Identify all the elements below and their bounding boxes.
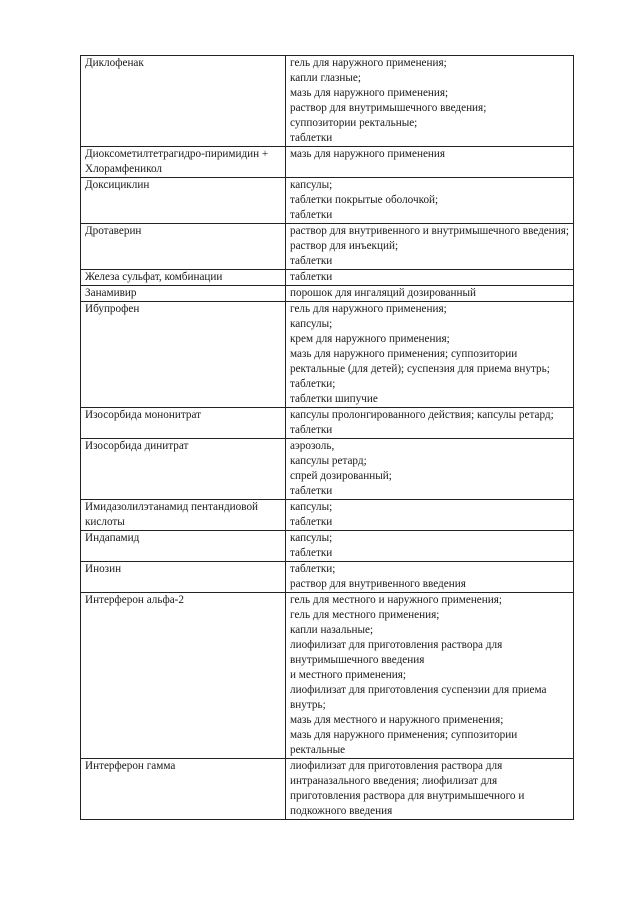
dosage-form: таблетки	[290, 516, 333, 528]
drug-name: Занамивир	[85, 287, 137, 299]
dosage-form: капли назальные;	[290, 624, 374, 636]
drug-name-cell	[81, 562, 286, 593]
dosage-form: капсулы ретард;	[290, 455, 367, 467]
table-row	[81, 562, 574, 593]
dosage-form: гель для местного и наружного применения;	[290, 594, 502, 606]
drug-name: Дротаверин	[85, 225, 142, 237]
dosage-form: таблетки	[290, 132, 333, 144]
drug-name: Имидазолилэтанамид пентандиовой кислоты	[85, 501, 259, 528]
drug-name-cell	[81, 593, 286, 759]
dosage-form: капсулы;	[290, 501, 333, 513]
dosage-form: крем для наружного применения;	[290, 333, 450, 345]
drug-name-cell	[81, 56, 286, 147]
drug-name: Диклофенак	[85, 57, 144, 69]
drug-name: Диоксометилтетрагидро-пиримидин + Хлорамфеникол	[85, 148, 269, 175]
table-row	[81, 302, 574, 408]
dosage-forms-cell	[286, 439, 574, 500]
dosage-form: таблетки	[290, 255, 333, 267]
table-row	[81, 593, 574, 759]
dosage-form: лиофилизат для приготовления раствора для внутримышечного введения	[290, 639, 503, 666]
dosage-form: капли глазные;	[290, 72, 362, 84]
table-row	[81, 224, 574, 270]
drug-name-cell	[81, 439, 286, 500]
dosage-form: раствор для внутривенного введения	[290, 578, 466, 590]
dosage-forms-cell	[286, 408, 574, 439]
dosage-form: мазь для наружного применения; суппозитории ректальные (для детей); суспензия для приема внутрь;	[290, 348, 550, 375]
dosage-form: таблетки	[290, 209, 333, 221]
dosage-form: капсулы пролонгированного действия; капсулы ретард;	[290, 409, 554, 421]
drug-name: Доксициклин	[85, 179, 150, 191]
table-row	[81, 270, 574, 286]
dosage-form: мазь для наружного применения;	[290, 87, 449, 99]
drug-name: Интерферон гамма	[85, 760, 176, 772]
table-body	[81, 56, 574, 820]
dosage-forms-cell	[286, 286, 574, 302]
drug-name-cell	[81, 531, 286, 562]
dosage-form: таблетки;	[290, 378, 336, 390]
dosage-form: гель для местного применения;	[290, 609, 440, 621]
dosage-forms-cell	[286, 270, 574, 286]
dosage-forms-cell	[286, 302, 574, 408]
drug-name: Изосорбида мононитрат	[85, 409, 202, 421]
drug-forms-table	[80, 55, 574, 820]
dosage-form: порошок для ингаляций дозированный	[290, 287, 476, 299]
dosage-forms-cell	[286, 178, 574, 224]
drug-name-cell	[81, 286, 286, 302]
dosage-form: мазь для наружного применения; суппозитории ректальные	[290, 729, 518, 756]
dosage-form: капсулы;	[290, 179, 333, 191]
dosage-form: лиофилизат для приготовления раствора для интраназального введения; лиофилизат для приготовления раствора для внутримышечного и подкожного введения	[290, 760, 525, 817]
dosage-form: раствор для внутривенного и внутримышечного введения;	[290, 225, 570, 237]
drug-name: Индапамид	[85, 532, 140, 544]
table-row	[81, 531, 574, 562]
dosage-form: таблетки	[290, 424, 333, 436]
dosage-form: аэрозоль,	[290, 440, 335, 452]
table-row	[81, 500, 574, 531]
table-row	[81, 56, 574, 147]
drug-name: Железа сульфат, комбинации	[85, 271, 223, 283]
table-row	[81, 178, 574, 224]
dosage-forms-cell	[286, 147, 574, 178]
dosage-form: таблетки;	[290, 563, 336, 575]
dosage-form: мазь для местного и наружного применения;	[290, 714, 504, 726]
dosage-forms-cell	[286, 531, 574, 562]
drug-name-cell	[81, 759, 286, 820]
dosage-form: таблетки	[290, 547, 333, 559]
dosage-form: гель для наружного применения;	[290, 57, 447, 69]
drug-name: Изосорбида динитрат	[85, 440, 189, 452]
dosage-forms-cell	[286, 562, 574, 593]
dosage-forms-cell	[286, 759, 574, 820]
drug-name: Интерферон альфа-2	[85, 594, 184, 606]
dosage-forms-cell	[286, 593, 574, 759]
drug-name-cell	[81, 147, 286, 178]
document-page	[80, 55, 573, 820]
table-row	[81, 408, 574, 439]
dosage-form: спрей дозированный;	[290, 470, 392, 482]
dosage-form: раствор для внутримышечного введения;	[290, 102, 487, 114]
dosage-form: лиофилизат для приготовления суспензии для приема внутрь;	[290, 684, 547, 711]
table-row	[81, 286, 574, 302]
table-row	[81, 439, 574, 500]
drug-name-cell	[81, 178, 286, 224]
drug-name: Ибупрофен	[85, 303, 140, 315]
drug-name-cell	[81, 270, 286, 286]
dosage-form: и местного применения;	[290, 669, 407, 681]
dosage-form: суппозитории ректальные;	[290, 117, 418, 129]
table-row	[81, 759, 574, 820]
dosage-form: таблетки	[290, 485, 333, 497]
dosage-form: капсулы;	[290, 532, 333, 544]
dosage-form: таблетки шипучие	[290, 393, 378, 405]
drug-name-cell	[81, 224, 286, 270]
dosage-form: мазь для наружного применения	[290, 148, 446, 160]
dosage-form: капсулы;	[290, 318, 333, 330]
dosage-forms-cell	[286, 56, 574, 147]
dosage-form: таблетки покрытые оболочкой;	[290, 194, 439, 206]
dosage-form: таблетки	[290, 271, 333, 283]
dosage-form: гель для наружного применения;	[290, 303, 447, 315]
drug-name-cell	[81, 408, 286, 439]
drug-name-cell	[81, 500, 286, 531]
drug-name: Инозин	[85, 563, 122, 575]
table-row	[81, 147, 574, 178]
dosage-forms-cell	[286, 500, 574, 531]
dosage-form: раствор для инъекций;	[290, 240, 399, 252]
drug-name-cell	[81, 302, 286, 408]
dosage-forms-cell	[286, 224, 574, 270]
